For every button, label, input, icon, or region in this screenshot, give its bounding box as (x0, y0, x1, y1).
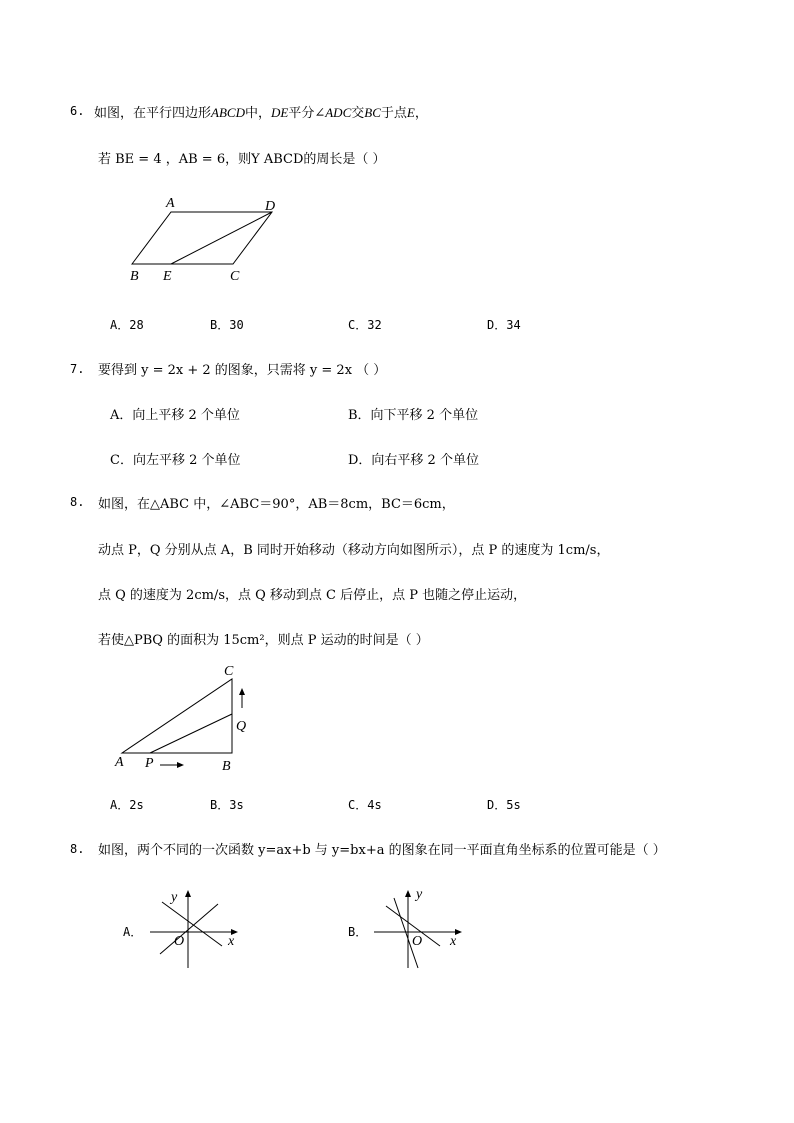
q6-bc: BC (364, 105, 381, 120)
q6-e: E (406, 105, 415, 120)
label-d: D (265, 199, 276, 214)
label-c: C (224, 664, 234, 679)
arrow-p-head (177, 762, 184, 768)
q7-option-b[interactable]: B．向下平移 2 个单位 (348, 408, 479, 423)
label-o: O (174, 934, 185, 949)
q8b-graph-b (372, 884, 472, 974)
q6-line1-a: 如图，在平行四边形 (94, 106, 212, 121)
label-x: x (450, 934, 457, 949)
q6-line1-f: ， (414, 106, 428, 121)
triangle-abc (122, 679, 232, 753)
q7-option-c[interactable]: C．向左平移 2 个单位 (110, 453, 241, 468)
label-o: O (412, 934, 423, 949)
q8a-line1: 如图，在△ABC 中，∠ABC＝90°，AB＝8cm，BC＝6cm， (98, 497, 455, 512)
segment-pq (150, 714, 232, 753)
label-b: B (222, 759, 231, 774)
q6-line1-e: 于点 (380, 106, 407, 121)
q7-number: 7. (70, 362, 85, 376)
q6-line1 (94, 102, 428, 121)
q6-option-b[interactable]: B．30 (210, 318, 244, 332)
q7-option-a[interactable]: A．向上平移 2 个单位 (110, 408, 240, 423)
label-p: P (145, 756, 154, 771)
q7-option-d[interactable]: D．向右平移 2 个单位 (348, 453, 479, 468)
q8b-graph-a (148, 884, 248, 974)
q8a-option-d[interactable]: D．5s (487, 798, 521, 812)
label-x: x (228, 934, 235, 949)
q8a-line2: 动点 P，Q 分别从点 A，B 同时开始移动（移动方向如图所示），点 P 的速度为 1cm/s， (98, 543, 610, 558)
label-a: A (115, 755, 124, 770)
q8b-option-a[interactable]: A． (123, 925, 143, 939)
q8a-number: 8. (70, 495, 85, 509)
q6-option-a[interactable]: A．28 (110, 318, 144, 332)
q6-option-d[interactable]: D．34 (487, 318, 521, 332)
label-q: Q (236, 719, 247, 734)
label-y: y (416, 887, 423, 902)
label-a: A (166, 196, 175, 211)
q6-line1-d: 交 (351, 106, 365, 121)
q6-parallelogram-figure (120, 190, 300, 290)
q6-line1-c: 平分∠ (288, 106, 326, 121)
q6-adc: ADC (325, 105, 352, 120)
q6-option-c[interactable]: C．32 (348, 318, 382, 332)
q7-text: 要得到 y = 2x + 2 的图象，只需将 y = 2x （ ） (98, 363, 387, 378)
q8a-triangle-figure (110, 662, 270, 777)
label-c: C (230, 269, 240, 284)
q6-line2: 若 BE = 4 ，AB = 6，则Y ABCD的周长是（ ） (98, 152, 386, 167)
q6-abcd: ABCD (211, 105, 245, 120)
q6-number: 6. (70, 104, 85, 118)
segment-de (171, 212, 272, 264)
q8b-number: 8. (70, 842, 85, 856)
arrow-q-head (239, 688, 245, 695)
q8a-line3: 点 Q 的速度为 2cm/s，点 Q 移动到点 C 后停止，点 P 也随之停止运动， (98, 588, 527, 603)
q8a-option-c[interactable]: C．4s (348, 798, 382, 812)
q8b-option-b[interactable]: B． (348, 925, 368, 939)
q8b-text: 如图，两个不同的一次函数 y=ax+b 与 y=bx+a 的图象在同一平面直角坐标系的位置可能是（ ） (98, 843, 666, 858)
label-b: B (130, 269, 139, 284)
q6-line1-b: 中， (244, 106, 271, 121)
label-e: E (163, 269, 172, 284)
line-1 (160, 904, 218, 954)
y-axis-arrow (405, 890, 411, 897)
parallelogram-abcd (132, 212, 272, 264)
q6-de: DE (270, 105, 289, 120)
q8a-option-b[interactable]: B．3s (210, 798, 244, 812)
y-axis-arrow (185, 890, 191, 897)
q8a-option-a[interactable]: A．2s (110, 798, 144, 812)
label-y: y (171, 890, 178, 905)
q8a-line4: 若使△PBQ 的面积为 15cm²，则点 P 运动的时间是（ ） (98, 633, 429, 648)
line-1 (394, 898, 418, 968)
